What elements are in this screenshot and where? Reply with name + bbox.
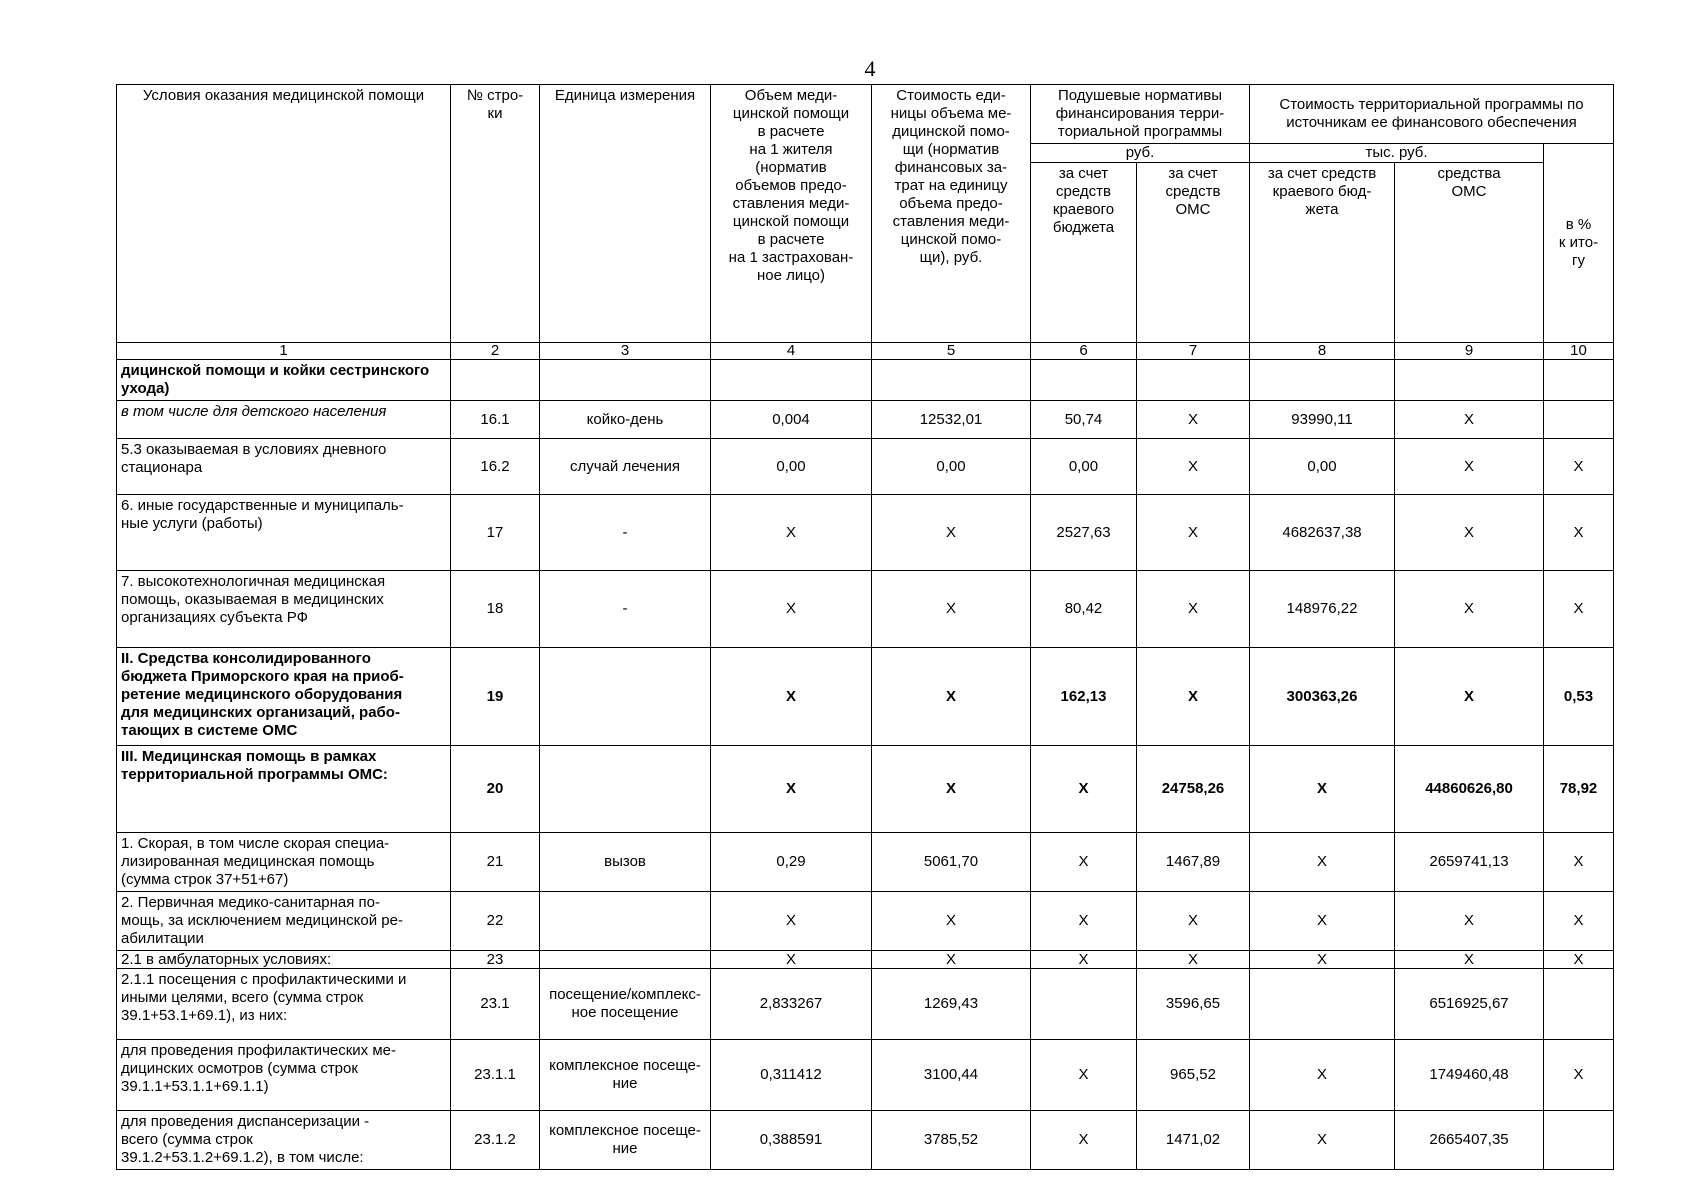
row-unit-cost: Х bbox=[872, 495, 1031, 571]
row-regional-percapita bbox=[1031, 360, 1137, 401]
row-regional-percapita: 50,74 bbox=[1031, 401, 1137, 439]
row-unit: - bbox=[540, 571, 711, 648]
row-volume: 0,004 bbox=[711, 401, 872, 439]
row-volume: 0,388591 bbox=[711, 1111, 872, 1170]
row-regional-percapita: Х bbox=[1031, 833, 1137, 892]
row-oms-cost: Х bbox=[1395, 892, 1544, 951]
header-volume: Объем меди- цинской помощи в расчете на 1 жителя (норматив объемов предо- ставления меди- цинской помощи в расчете на 1 застрахован- ное лицо) bbox=[711, 85, 872, 343]
row-unit: комплексное посеще- ние bbox=[540, 1040, 711, 1111]
page-number: 4 bbox=[864, 56, 876, 81]
row-percent bbox=[1544, 401, 1614, 439]
row-unit bbox=[540, 746, 711, 833]
row-unit bbox=[540, 360, 711, 401]
row-oms-cost: Х bbox=[1395, 571, 1544, 648]
table-row bbox=[117, 648, 1614, 746]
row-condition: дицинской помощи и койки сестринского ухода) bbox=[117, 360, 451, 401]
column-number: 2 bbox=[451, 343, 540, 360]
row-condition: 7. высокотехнологичная медицинская помощь, оказываемая в медицинских организациях субъекта РФ bbox=[117, 571, 451, 648]
row-unit: вызов bbox=[540, 833, 711, 892]
row-oms-cost: Х bbox=[1395, 648, 1544, 746]
row-unit-cost: Х bbox=[872, 951, 1031, 969]
row-regional-cost: Х bbox=[1250, 951, 1395, 969]
row-percent: 78,92 bbox=[1544, 746, 1614, 833]
header-cost-unit: тыс. руб. bbox=[1250, 144, 1544, 163]
table-row bbox=[117, 571, 1614, 648]
row-oms-cost: 2659741,13 bbox=[1395, 833, 1544, 892]
row-percent: Х bbox=[1544, 439, 1614, 495]
table-row bbox=[117, 1040, 1614, 1111]
row-number: 19 bbox=[451, 648, 540, 746]
header-program-cost-group: Стоимость территориальной программы по источникам ее финансового обеспечения bbox=[1250, 85, 1614, 144]
row-regional-cost bbox=[1250, 360, 1395, 401]
row-number: 17 bbox=[451, 495, 540, 571]
row-unit-cost: Х bbox=[872, 746, 1031, 833]
row-condition: 2.1 в амбулаторных условиях: bbox=[117, 951, 451, 969]
row-volume: Х bbox=[711, 648, 872, 746]
table-row bbox=[117, 833, 1614, 892]
row-condition: 2.1.1 посещения с профилактическими и иными целями, всего (сумма строк 39.1+53.1+69.1), из них: bbox=[117, 969, 451, 1040]
column-number: 7 bbox=[1137, 343, 1250, 360]
row-regional-percapita: Х bbox=[1031, 746, 1137, 833]
row-unit: - bbox=[540, 495, 711, 571]
row-unit-cost: 0,00 bbox=[872, 439, 1031, 495]
row-regional-cost: Х bbox=[1250, 746, 1395, 833]
row-number: 23.1.2 bbox=[451, 1111, 540, 1170]
row-oms-cost: Х bbox=[1395, 951, 1544, 969]
table-row bbox=[117, 360, 1614, 401]
row-oms-cost: Х bbox=[1395, 439, 1544, 495]
column-number: 4 bbox=[711, 343, 872, 360]
row-percent: Х bbox=[1544, 951, 1614, 969]
row-oms-cost bbox=[1395, 360, 1544, 401]
row-oms-cost: Х bbox=[1395, 495, 1544, 571]
row-oms-cost: 6516925,67 bbox=[1395, 969, 1544, 1040]
row-volume: 2,833267 bbox=[711, 969, 872, 1040]
row-oms-percapita: 1471,02 bbox=[1137, 1111, 1250, 1170]
header-per-capita-unit: руб. bbox=[1031, 144, 1250, 163]
row-regional-percapita bbox=[1031, 969, 1137, 1040]
row-unit-cost: Х bbox=[872, 892, 1031, 951]
column-number: 8 bbox=[1250, 343, 1395, 360]
row-percent: Х bbox=[1544, 495, 1614, 571]
column-number: 10 bbox=[1544, 343, 1614, 360]
row-oms-cost: 2665407,35 bbox=[1395, 1111, 1544, 1170]
column-number: 6 bbox=[1031, 343, 1137, 360]
row-condition: 1. Скорая, в том числе скорая специа- лизированная медицинская помощь (сумма строк 37+51+67) bbox=[117, 833, 451, 892]
column-number: 1 bbox=[117, 343, 451, 360]
header-row-number: № стро- ки bbox=[451, 85, 540, 343]
row-number: 23.1.1 bbox=[451, 1040, 540, 1111]
row-number: 16.2 bbox=[451, 439, 540, 495]
row-regional-cost: Х bbox=[1250, 1111, 1395, 1170]
column-number: 9 bbox=[1395, 343, 1544, 360]
header-oms-percapita: за счет средств ОМС bbox=[1137, 163, 1250, 343]
row-oms-percapita: Х bbox=[1137, 892, 1250, 951]
row-volume: Х bbox=[711, 892, 872, 951]
row-unit: случай лечения bbox=[540, 439, 711, 495]
row-regional-cost: Х bbox=[1250, 833, 1395, 892]
row-volume: Х bbox=[711, 495, 872, 571]
program-cost-table bbox=[116, 84, 1614, 1170]
row-volume: 0,29 bbox=[711, 833, 872, 892]
row-oms-percapita: Х bbox=[1137, 495, 1250, 571]
row-unit-cost: Х bbox=[872, 648, 1031, 746]
row-regional-cost: 148976,22 bbox=[1250, 571, 1395, 648]
row-regional-cost: Х bbox=[1250, 1040, 1395, 1111]
header-unit: Единица измерения bbox=[540, 85, 711, 343]
header-regional-budget-percapita: за счет средств краевого бюджета bbox=[1031, 163, 1137, 343]
row-condition: для проведения диспансеризации - всего (сумма строк 39.1.2+53.1.2+69.1.2), в том числе: bbox=[117, 1111, 451, 1170]
row-unit bbox=[540, 892, 711, 951]
row-oms-percapita: Х bbox=[1137, 439, 1250, 495]
row-condition: 2. Первичная медико-санитарная по- мощь, за исключением медицинской ре- абилитации bbox=[117, 892, 451, 951]
row-unit: комплексное посеще- ние bbox=[540, 1111, 711, 1170]
row-condition: для проведения профилактических ме- дицинских осмотров (сумма строк 39.1.1+53.1.1+69.1.1) bbox=[117, 1040, 451, 1111]
row-regional-percapita: 80,42 bbox=[1031, 571, 1137, 648]
row-number: 21 bbox=[451, 833, 540, 892]
row-volume bbox=[711, 360, 872, 401]
row-condition: 6. иные государственные и муниципаль- ные услуги (работы) bbox=[117, 495, 451, 571]
row-unit-cost: Х bbox=[872, 571, 1031, 648]
row-regional-percapita: Х bbox=[1031, 1111, 1137, 1170]
row-regional-cost: 93990,11 bbox=[1250, 401, 1395, 439]
row-unit-cost: 3785,52 bbox=[872, 1111, 1031, 1170]
row-number: 20 bbox=[451, 746, 540, 833]
table-row bbox=[117, 746, 1614, 833]
row-oms-percapita: Х bbox=[1137, 951, 1250, 969]
column-number: 5 bbox=[872, 343, 1031, 360]
row-oms-cost: 1749460,48 bbox=[1395, 1040, 1544, 1111]
row-oms-percapita: Х bbox=[1137, 648, 1250, 746]
row-regional-percapita: 2527,63 bbox=[1031, 495, 1137, 571]
row-number: 22 bbox=[451, 892, 540, 951]
row-oms-percapita: Х bbox=[1137, 571, 1250, 648]
row-unit bbox=[540, 951, 711, 969]
row-percent: Х bbox=[1544, 833, 1614, 892]
header-regional-budget-cost: за счет средств краевого бюд- жета bbox=[1250, 163, 1395, 343]
table-row bbox=[117, 969, 1614, 1040]
row-percent: Х bbox=[1544, 892, 1614, 951]
table-row bbox=[117, 892, 1614, 951]
row-regional-cost: 4682637,38 bbox=[1250, 495, 1395, 571]
row-percent bbox=[1544, 360, 1614, 401]
row-oms-cost: 44860626,80 bbox=[1395, 746, 1544, 833]
row-oms-percapita: 965,52 bbox=[1137, 1040, 1250, 1111]
row-unit: койко-день bbox=[540, 401, 711, 439]
header-unit-cost: Стоимость еди- ницы объема ме- дицинской помо- щи (норматив финансовых за- трат на единицу объема предо- ставления меди- цинской помо- щи), руб. bbox=[872, 85, 1031, 343]
row-oms-percapita bbox=[1137, 360, 1250, 401]
row-number: 16.1 bbox=[451, 401, 540, 439]
row-unit-cost bbox=[872, 360, 1031, 401]
row-volume: 0,311412 bbox=[711, 1040, 872, 1111]
row-oms-percapita: 1467,89 bbox=[1137, 833, 1250, 892]
header-per-capita-group: Подушевые нормативы финансирования терри- ториальной программы bbox=[1031, 85, 1250, 144]
row-volume: Х bbox=[711, 746, 872, 833]
row-number: 23.1 bbox=[451, 969, 540, 1040]
row-oms-percapita: Х bbox=[1137, 401, 1250, 439]
table-row bbox=[117, 439, 1614, 495]
table-row bbox=[117, 951, 1614, 969]
header-oms-cost: средства ОМС bbox=[1395, 163, 1544, 343]
header-percent-total: в % к ито- гу bbox=[1544, 144, 1614, 343]
row-volume: 0,00 bbox=[711, 439, 872, 495]
row-condition: III. Медицинская помощь в рамках территориальной программы ОМС: bbox=[117, 746, 451, 833]
row-regional-percapita: 0,00 bbox=[1031, 439, 1137, 495]
row-number: 23 bbox=[451, 951, 540, 969]
table-row bbox=[117, 1111, 1614, 1170]
row-regional-percapita: Х bbox=[1031, 951, 1137, 969]
row-unit-cost: 5061,70 bbox=[872, 833, 1031, 892]
row-unit-cost: 3100,44 bbox=[872, 1040, 1031, 1111]
row-regional-cost: 300363,26 bbox=[1250, 648, 1395, 746]
row-percent: 0,53 bbox=[1544, 648, 1614, 746]
row-regional-cost bbox=[1250, 969, 1395, 1040]
row-regional-cost: 0,00 bbox=[1250, 439, 1395, 495]
row-condition: в том числе для детского населения bbox=[117, 401, 451, 439]
row-unit-cost: 12532,01 bbox=[872, 401, 1031, 439]
row-number: 18 bbox=[451, 571, 540, 648]
row-condition: 5.3 оказываемая в условиях дневного стационара bbox=[117, 439, 451, 495]
row-percent bbox=[1544, 969, 1614, 1040]
row-oms-percapita: 24758,26 bbox=[1137, 746, 1250, 833]
row-oms-percapita: 3596,65 bbox=[1137, 969, 1250, 1040]
row-percent: Х bbox=[1544, 1040, 1614, 1111]
row-percent: Х bbox=[1544, 571, 1614, 648]
row-regional-percapita: 162,13 bbox=[1031, 648, 1137, 746]
row-unit bbox=[540, 648, 711, 746]
header-conditions: Условия оказания медицинской помощи bbox=[117, 85, 451, 343]
row-volume: Х bbox=[711, 571, 872, 648]
row-percent bbox=[1544, 1111, 1614, 1170]
row-number bbox=[451, 360, 540, 401]
row-regional-cost: Х bbox=[1250, 892, 1395, 951]
row-unit-cost: 1269,43 bbox=[872, 969, 1031, 1040]
table-row bbox=[117, 495, 1614, 571]
row-unit: посещение/комплекс- ное посещение bbox=[540, 969, 711, 1040]
row-condition: II. Средства консолидированного бюджета Приморского края на приоб- ретение медицинского оборудования для медицинских организаций, рабо- тающих в системе ОМС bbox=[117, 648, 451, 746]
row-volume: Х bbox=[711, 951, 872, 969]
row-oms-cost: Х bbox=[1395, 401, 1544, 439]
row-regional-percapita: Х bbox=[1031, 1040, 1137, 1111]
row-regional-percapita: Х bbox=[1031, 892, 1137, 951]
column-number: 3 bbox=[540, 343, 711, 360]
table-row bbox=[117, 401, 1614, 439]
